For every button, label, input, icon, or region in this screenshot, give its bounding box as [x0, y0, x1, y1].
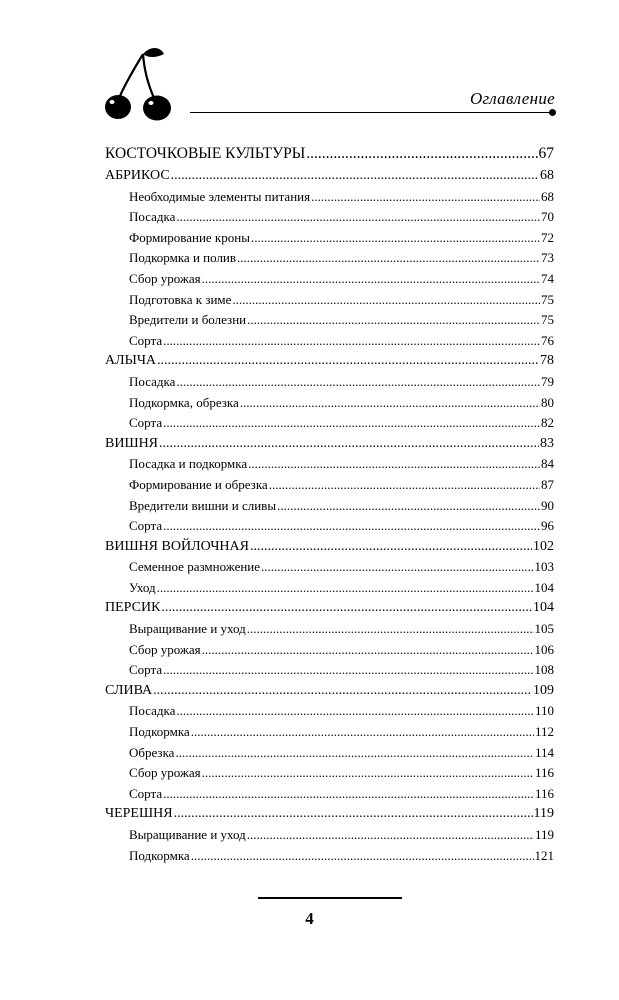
- toc-entry-title: Сбор урожая: [129, 765, 201, 781]
- toc-dot-leader: [175, 743, 534, 764]
- toc-subentry: [105, 578, 554, 599]
- toc-entry-page: 112: [534, 724, 554, 740]
- toc-entry-title: ЧЕРЕШНЯ: [105, 806, 173, 822]
- page-header-title: Оглавление: [469, 89, 555, 108]
- toc-dot-leader: [163, 784, 534, 805]
- toc-dot-leader: [250, 537, 532, 558]
- toc-subentry: [105, 454, 554, 475]
- toc-dot-leader: [153, 681, 532, 702]
- toc-entry-title: Вредители вишни и сливы: [129, 497, 277, 513]
- toc-entry-page: 103: [534, 559, 554, 575]
- toc-dot-leader: [176, 207, 540, 228]
- toc-entry-page: 104: [533, 600, 554, 616]
- toc-entry: [105, 142, 554, 166]
- toc-dot-leader: [191, 722, 534, 743]
- toc-subentry: [105, 557, 554, 578]
- toc-entry-page: 106: [534, 641, 554, 657]
- toc-entry-title: КОСТОЧКОВЫЕ КУЛЬТУРЫ: [105, 145, 306, 162]
- toc-subentry: [105, 248, 554, 269]
- toc-dot-leader: [247, 310, 540, 331]
- toc-subentry: [105, 701, 554, 722]
- toc-dot-leader: [171, 166, 539, 187]
- toc-subentry: [105, 393, 554, 414]
- toc-dot-leader: [247, 825, 534, 846]
- toc-entry-page: 73: [541, 250, 554, 266]
- toc-entry-page: 102: [533, 538, 554, 554]
- toc-entry-page: 68: [541, 188, 554, 204]
- header-rule: [190, 112, 552, 113]
- table-of-contents: [105, 142, 554, 866]
- toc-dot-leader: [174, 804, 533, 825]
- toc-dot-leader: [176, 372, 540, 393]
- toc-entry: [105, 537, 554, 558]
- toc-entry-page: 83: [540, 435, 554, 451]
- toc-dot-leader: [232, 290, 540, 311]
- toc-entry-title: Уход: [129, 579, 156, 595]
- toc-dot-leader: [248, 454, 540, 475]
- toc-entry-title: Подкормка и полив: [129, 250, 237, 266]
- toc-entry-title: ВИШНЯ ВОЙЛОЧНАЯ: [105, 538, 249, 554]
- toc-entry-title: Посадка: [129, 209, 176, 225]
- toc-entry-page: 79: [541, 373, 554, 389]
- toc-entry-title: Сорта: [129, 415, 163, 431]
- toc-entry-title: Посадка и подкормка: [129, 456, 248, 472]
- toc-dot-leader: [191, 846, 534, 867]
- toc-entry-title: ПЕРСИК: [105, 600, 161, 616]
- toc-entry-page: 119: [533, 806, 554, 822]
- toc-dot-leader: [161, 598, 532, 619]
- toc-entry-title: Формирование кроны: [129, 229, 250, 245]
- toc-entry: [105, 804, 554, 825]
- toc-dot-leader: [163, 331, 540, 352]
- toc-dot-leader: [163, 516, 540, 537]
- toc-subentry: [105, 743, 554, 764]
- toc-dot-leader: [247, 619, 534, 640]
- toc-entry-page: 96: [541, 518, 554, 534]
- toc-subentry: [105, 722, 554, 743]
- toc-entry-page: 90: [541, 497, 554, 513]
- toc-dot-leader: [157, 578, 534, 599]
- toc-entry-title: Подкормка: [129, 724, 190, 740]
- toc-entry-page: 68: [540, 168, 554, 183]
- toc-dot-leader: [277, 496, 540, 517]
- toc-entry-page: 108: [534, 662, 554, 678]
- toc-entry-page: 87: [541, 476, 554, 492]
- cherry-icon: [100, 44, 188, 122]
- toc-entry-title: Обрезка: [129, 744, 175, 760]
- toc-entry-page: 104: [534, 579, 554, 595]
- toc-dot-leader: [176, 701, 534, 722]
- page-number: 4: [305, 909, 314, 928]
- toc-subentry: [105, 310, 554, 331]
- toc-entry: [105, 434, 554, 455]
- toc-dot-leader: [261, 557, 533, 578]
- toc-subentry: [105, 207, 554, 228]
- toc-dot-leader: [306, 142, 537, 166]
- toc-entry-page: 116: [534, 785, 554, 801]
- toc-entry-page: 114: [534, 744, 554, 760]
- toc-dot-leader: [202, 763, 534, 784]
- toc-dot-leader: [251, 228, 540, 249]
- toc-subentry: [105, 825, 554, 846]
- toc-entry-title: Сорта: [129, 662, 163, 678]
- header-rule-dot: [549, 109, 556, 116]
- toc-entry-title: Сбор урожая: [129, 270, 201, 286]
- toc-entry-page: 72: [541, 229, 554, 245]
- toc-entry-page: 109: [533, 682, 554, 698]
- toc-entry-page: 74: [541, 270, 554, 286]
- toc-subentry: [105, 763, 554, 784]
- toc-entry-title: Посадка: [129, 373, 176, 389]
- toc-entry-title: Формирование и обрезка: [129, 476, 268, 492]
- toc-entry-page: 84: [541, 456, 554, 472]
- toc-dot-leader: [159, 434, 539, 455]
- toc-entry-page: 105: [534, 621, 554, 637]
- toc-subentry: [105, 516, 554, 537]
- toc-subentry: [105, 784, 554, 805]
- toc-entry-page: 110: [534, 703, 554, 719]
- toc-entry-title: АБРИКОС: [105, 168, 170, 183]
- toc-entry-page: 119: [534, 827, 554, 842]
- toc-entry-title: Необходимые элементы питания: [129, 188, 311, 204]
- toc-subentry: [105, 475, 554, 496]
- toc-subentry: [105, 640, 554, 661]
- footer-rule: [258, 897, 402, 899]
- toc-entry-title: Сорта: [129, 785, 163, 801]
- toc-subentry: [105, 413, 554, 434]
- toc-entry-title: ВИШНЯ: [105, 435, 159, 451]
- toc-entry: [105, 598, 554, 619]
- toc-subentry: [105, 228, 554, 249]
- toc-entry-title: Семенное размножение: [129, 559, 261, 575]
- toc-entry-title: Вредители и болезни: [129, 312, 247, 328]
- toc-entry-title: Подкормка, обрезка: [129, 394, 239, 410]
- toc-entry-page: 67: [538, 145, 554, 162]
- toc-dot-leader: [269, 475, 540, 496]
- toc-entry-page: 121: [534, 847, 554, 863]
- toc-subentry: [105, 372, 554, 393]
- toc-entry-title: СЛИВА: [105, 682, 153, 698]
- toc-subentry: [105, 660, 554, 681]
- toc-entry-title: АЛЫЧА: [105, 353, 157, 369]
- toc-entry-title: Подготовка к зиме: [129, 291, 232, 307]
- toc-dot-leader: [163, 660, 533, 681]
- toc-entry-page: 78: [540, 353, 554, 369]
- toc-entry-title: Подкормка: [129, 847, 190, 863]
- toc-dot-leader: [237, 248, 540, 269]
- toc-entry-page: 82: [541, 415, 554, 431]
- toc-entry: [105, 351, 554, 372]
- toc-entry-page: 75: [541, 312, 554, 328]
- toc-entry-title: Сорта: [129, 518, 163, 534]
- toc-entry: [105, 166, 554, 187]
- toc-subentry: [105, 187, 554, 208]
- toc-entry-page: 75: [541, 291, 554, 307]
- toc-entry-page: 80: [541, 394, 554, 410]
- toc-dot-leader: [202, 269, 540, 290]
- toc-dot-leader: [240, 393, 540, 414]
- toc-dot-leader: [157, 351, 539, 372]
- toc-entry-title: Сорта: [129, 332, 163, 348]
- toc-entry-page: 70: [541, 209, 554, 225]
- toc-entry-title: Посадка: [129, 703, 176, 719]
- toc-entry-title: Выращивание и уход: [129, 621, 246, 637]
- toc-entry-title: Выращивание и уход: [129, 827, 246, 842]
- toc-dot-leader: [311, 187, 540, 208]
- toc-dot-leader: [202, 640, 534, 661]
- toc-subentry: [105, 290, 554, 311]
- toc-entry-title: Сбор урожая: [129, 641, 201, 657]
- toc-subentry: [105, 619, 554, 640]
- toc-subentry: [105, 331, 554, 352]
- toc-dot-leader: [163, 413, 540, 434]
- toc-entry: [105, 681, 554, 702]
- toc-entry-page: 116: [534, 765, 554, 781]
- toc-entry-page: 76: [541, 332, 554, 348]
- toc-subentry: [105, 496, 554, 517]
- toc-subentry: [105, 269, 554, 290]
- toc-subentry: [105, 846, 554, 867]
